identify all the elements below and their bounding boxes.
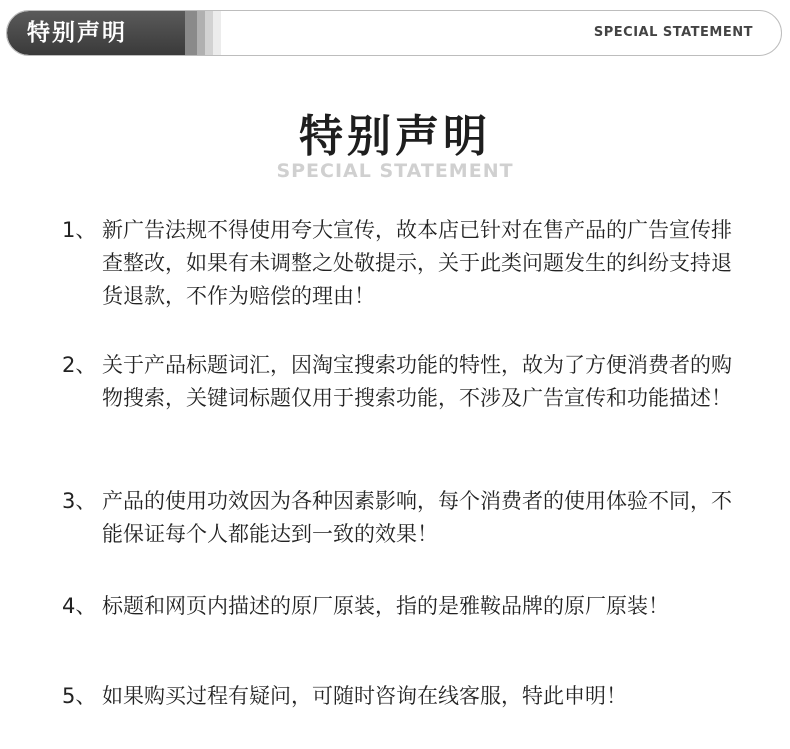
header-stripe xyxy=(185,11,197,55)
header-stripe xyxy=(213,11,221,55)
header-stripe xyxy=(205,11,213,55)
statement-item xyxy=(62,214,742,313)
statement-item xyxy=(62,590,742,623)
statement-text: 关于产品标题词汇，因淘宝搜索功能的特性，故为了方便消费者的购物搜索，关键词标题仅用于搜索功能，不涉及广告宣传和功能描述！ xyxy=(102,353,732,410)
statement-text: 产品的使用功效因为各种因素影响，每个消费者的使用体验不同，不能保证每个人都能达到一致的效果！ xyxy=(102,489,732,546)
page-subtitle: SPECIAL STATEMENT xyxy=(276,160,514,182)
header-subtitle: SPECIAL STATEMENT xyxy=(593,25,753,40)
statement-number: 3、 xyxy=(62,489,97,513)
statement-item xyxy=(62,680,742,713)
header-title: 特别声明 xyxy=(27,20,127,46)
page-title: 特别声明 xyxy=(299,111,491,162)
statement-number: 2、 xyxy=(62,353,97,377)
header-title-block xyxy=(7,11,185,55)
statement-text: 如果购买过程有疑问，可随时咨询在线客服，特此申明！ xyxy=(102,684,627,708)
statement-item xyxy=(62,485,742,551)
header-stripe xyxy=(197,11,205,55)
statement-number: 4、 xyxy=(62,594,97,618)
statement-text: 标题和网页内描述的原厂原装，指的是雅鞍品牌的原厂原装！ xyxy=(102,594,669,618)
statement-number: 1、 xyxy=(62,218,97,242)
statement-number: 5、 xyxy=(62,684,97,708)
statement-item xyxy=(62,349,742,415)
header-bar xyxy=(6,10,782,56)
statement-text: 新广告法规不得使用夸大宣传，故本店已针对在售产品的广告宣传排查整改，如果有未调整之处敬提示，关于此类问题发生的纠纷支持退货退款，不作为赔偿的理由！ xyxy=(102,218,732,308)
